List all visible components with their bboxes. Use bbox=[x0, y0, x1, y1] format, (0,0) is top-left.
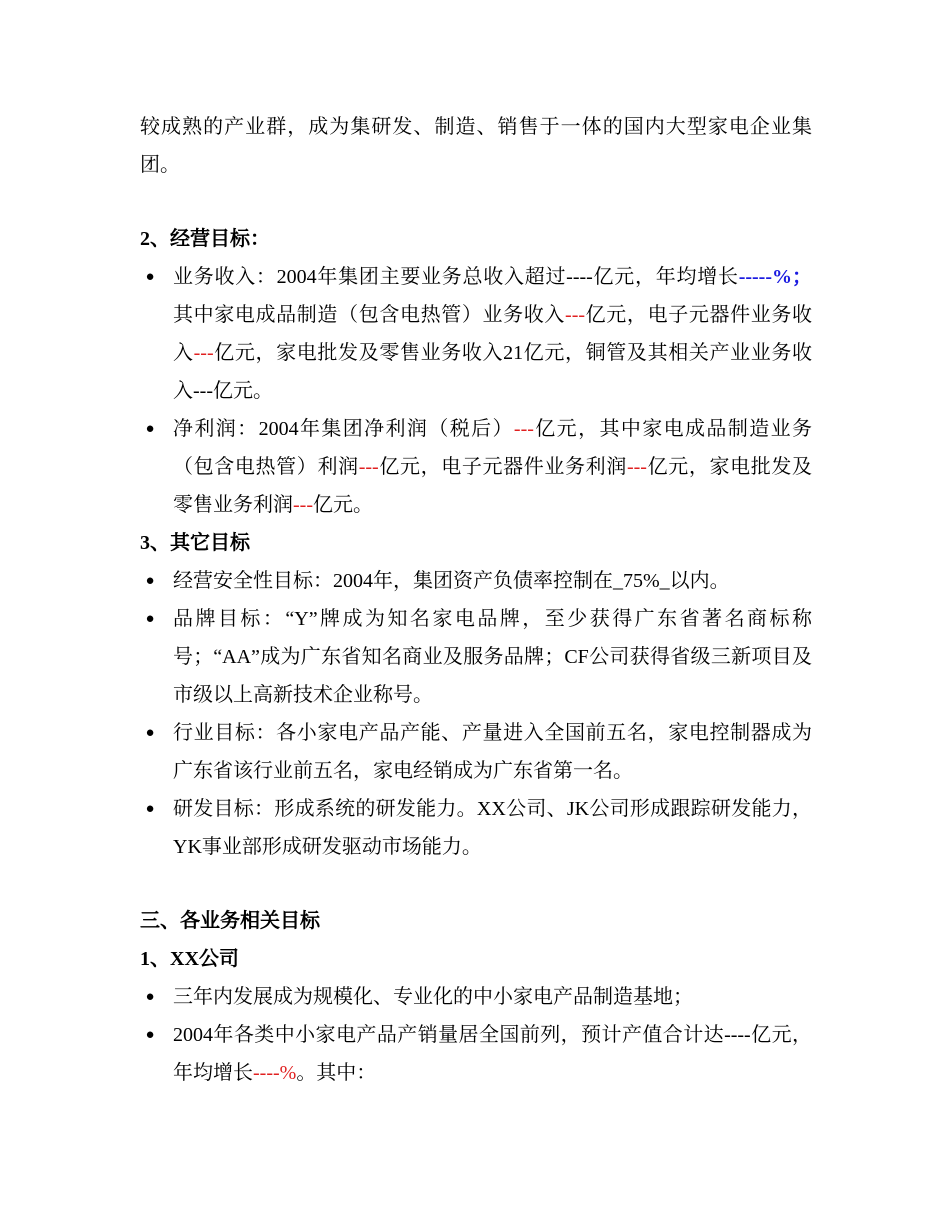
bullet-icon: ● bbox=[145, 989, 155, 1005]
list-item-business-revenue bbox=[140, 258, 812, 410]
text-segment-highlight: --- bbox=[565, 304, 586, 326]
list-item-text: 品牌目标：“Y”牌成为知名家电品牌，至少获得广东省著名商标称号；“AA”成为广东省知名商业及服务品牌；CF公司获得省级三新项目及市级以上高新技术企业称号。 bbox=[173, 608, 812, 706]
list-item-net-profit bbox=[140, 410, 812, 524]
list-item-brand-goal bbox=[140, 600, 812, 714]
list-item-text: 研发目标：形成系统的研发能力。XX公司、JK公司形成跟踪研发能力，YK事业部形成研发驱动市场能力。 bbox=[173, 798, 812, 858]
bullet-icon: ● bbox=[145, 421, 155, 437]
spacer bbox=[140, 184, 812, 220]
text-segment-highlight: -----%； bbox=[738, 266, 812, 288]
bullet-icon: ● bbox=[145, 1027, 155, 1043]
spacer bbox=[140, 866, 812, 902]
text-segment-highlight: ----% bbox=[253, 1062, 297, 1084]
text-segment: 净利润：2004年集团净利润（税后） bbox=[173, 418, 514, 440]
text-segment-highlight: --- bbox=[193, 342, 214, 364]
text-segment: 亿元，电子元器件业务利润 bbox=[378, 456, 627, 478]
text-segment: 亿元，家电批发及零售业务收入21亿元，铜管及其相关产业业务收入---亿元。 bbox=[173, 342, 813, 402]
text-segment: 亿元，家电批发及零售业务利润 bbox=[173, 456, 813, 516]
list-item-industry-goal bbox=[140, 714, 812, 790]
text-segment: 业务收入：2004年集团主要业务总收入超过----亿元，年均增长 bbox=[173, 266, 739, 288]
list-item-rnd-goal bbox=[140, 790, 812, 866]
text-segment: 亿元，电子元器件业务收入 bbox=[173, 304, 813, 364]
list-item-text: 行业目标：各小家电产品产能、产量进入全国前五名，家电控制器成为广东省该行业前五名，家电经销成为广东省第一名。 bbox=[173, 722, 812, 782]
section-heading-other-goals: 3、其它目标 bbox=[140, 532, 250, 554]
text-segment-highlight: --- bbox=[293, 494, 313, 516]
part-heading-business-targets: 三、各业务相关目标 bbox=[140, 910, 320, 932]
text-segment-highlight: --- bbox=[626, 456, 647, 478]
document-body bbox=[140, 108, 812, 1092]
bullet-icon: ● bbox=[145, 269, 155, 285]
text-segment: 2004年各类中小家电产品产销量居全国前列，预计产值合计达----亿元，年均增长 bbox=[173, 1024, 812, 1084]
text-segment-highlight: --- bbox=[513, 418, 534, 440]
bullet-icon: ● bbox=[145, 611, 155, 627]
list-item-text: 经营安全性目标：2004年，集团资产负债率控制在_75%_以内。 bbox=[173, 570, 730, 592]
bullet-icon: ● bbox=[145, 573, 155, 589]
list-item-2004-output bbox=[140, 1016, 812, 1092]
bullet-icon: ● bbox=[145, 801, 155, 817]
bullet-icon: ● bbox=[145, 725, 155, 741]
text-segment-highlight: --- bbox=[358, 456, 379, 478]
intro-paragraph: 较成熟的产业群，成为集研发、制造、销售于一体的国内大型家电企业集团。 bbox=[140, 116, 812, 176]
text-segment: 。其中： bbox=[296, 1062, 377, 1084]
list-item-three-year-plan bbox=[140, 978, 812, 1016]
subheading-xx-company: 1、XX公司 bbox=[140, 948, 239, 970]
section-heading-business-goals: 2、经营目标： bbox=[140, 228, 270, 250]
text-segment: 亿元，其中家电成品制造业务（包含电热管）利润 bbox=[173, 418, 813, 478]
list-item-safety-goal bbox=[140, 562, 812, 600]
text-segment: 其中家电成品制造（包含电热管）业务收入 bbox=[173, 304, 566, 326]
text-segment: 亿元。 bbox=[312, 494, 373, 516]
list-item-text: 三年内发展成为规模化、专业化的中小家电产品制造基地； bbox=[173, 986, 693, 1008]
